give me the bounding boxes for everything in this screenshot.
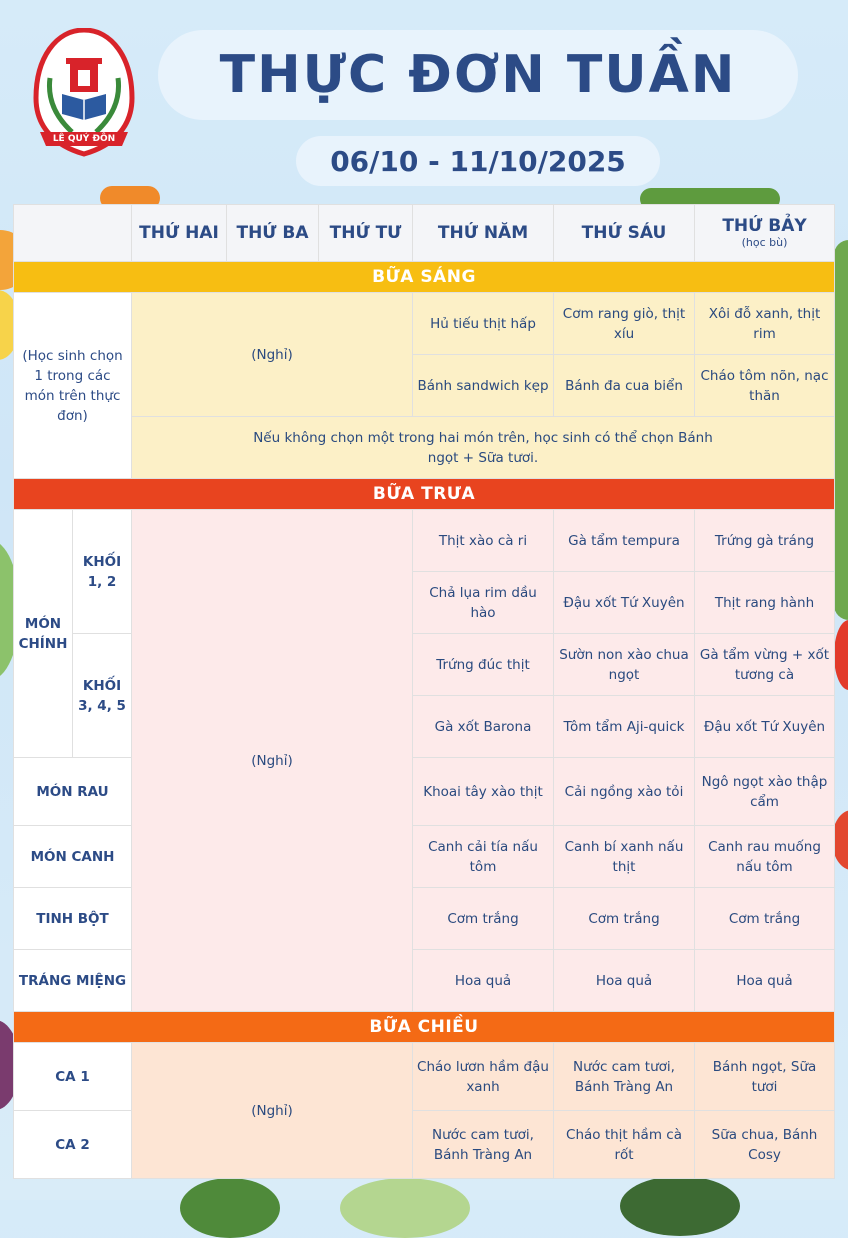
lunch-g12a-thu: Thịt xào cà ri (413, 510, 554, 572)
saturday-note: (học bù) (741, 236, 788, 249)
table-row (14, 1043, 835, 1111)
breakfast-label: (Học sinh chọn 1 trong các món trên thực đơn) (14, 293, 132, 479)
afternoon-shift1-thu: Cháo lươn hầm đậu xanh (413, 1043, 554, 1111)
afternoon-band (14, 1012, 835, 1043)
day-tuesday: THỨ BA (227, 205, 319, 262)
table-row (14, 510, 835, 572)
breakfast-option2-sat: Cháo tôm nõn, nạc thăn (695, 355, 835, 417)
breakfast-option1-fri: Cơm rang giò, thịt xíu (554, 293, 695, 355)
cabbage-bottom-decoration (340, 1178, 470, 1238)
pepper-decoration (834, 620, 848, 690)
lunch-g12b-thu: Chả lụa rim dầu hào (413, 572, 554, 634)
lunch-g345b-sat: Đậu xốt Tứ Xuyên (695, 696, 835, 758)
afternoon-shift1-sat: Bánh ngọt, Sữa tươi (695, 1043, 835, 1111)
lunch-title: BỮA TRƯA (14, 479, 835, 510)
lunch-dessert-thu: Hoa quả (413, 950, 554, 1012)
lunch-soup-thu: Canh cải tía nấu tôm (413, 826, 554, 888)
dessert-label: TRÁNG MIỆNG (14, 950, 132, 1012)
breakfast-option2-fri: Bánh đa cua biển (554, 355, 695, 417)
afternoon-shift2-thu: Nước cam tươi, Bánh Tràng An (413, 1111, 554, 1179)
title-banner (158, 30, 798, 120)
breakfast-band (14, 262, 835, 293)
soup-label: MÓN CANH (14, 826, 132, 888)
day-saturday (695, 205, 835, 262)
vegetable-label: MÓN RAU (14, 758, 132, 826)
school-name: LÊ QUÝ ĐÔN (52, 134, 116, 144)
lunch-dessert-fri: Hoa quả (554, 950, 695, 1012)
lunch-g345b-thu: Gà xốt Barona (413, 696, 554, 758)
eggplant-decoration (620, 1176, 740, 1236)
grade-3-4-5-label: KHỐI 3, 4, 5 (73, 634, 132, 758)
day-friday: THỨ SÁU (554, 205, 695, 262)
lunch-dessert-sat: Hoa quả (695, 950, 835, 1012)
lunch-g345b-fri: Tôm tẩm Aji-quick (554, 696, 695, 758)
main-dish-label: MÓN CHÍNH (14, 510, 73, 758)
lunch-veg-sat: Ngô ngọt xào thập cẩm (695, 758, 835, 826)
day-saturday-label: THỨ BẢY (722, 216, 807, 236)
lunch-soup-sat: Canh rau muống nấu tôm (695, 826, 835, 888)
breakfast-option1-sat: Xôi đỗ xanh, thịt rim (695, 293, 835, 355)
afternoon-shift1-fri: Nước cam tươi, Bánh Tràng An (554, 1043, 695, 1111)
lunch-g345a-fri: Sườn non xào chua ngọt (554, 634, 695, 696)
grade-1-2-label: KHỐI 1, 2 (73, 510, 132, 634)
page-title: THỰC ĐƠN TUẦN (219, 45, 737, 105)
weekly-menu-table (13, 204, 835, 1179)
lunch-starch-fri: Cơm trắng (554, 888, 695, 950)
afternoon-shift2-fri: Cháo thịt hầm cà rốt (554, 1111, 695, 1179)
lunch-g12a-fri: Gà tẩm tempura (554, 510, 695, 572)
shift-2-label: CA 2 (14, 1111, 132, 1179)
lunch-soup-fri: Canh bí xanh nấu thịt (554, 826, 695, 888)
lunch-veg-thu: Khoai tây xào thịt (413, 758, 554, 826)
afternoon-title: BỮA CHIỀU (14, 1012, 835, 1043)
starch-label: TINH BỘT (14, 888, 132, 950)
date-range: 06/10 - 11/10/2025 (330, 144, 626, 178)
day-thursday: THỨ NĂM (413, 205, 554, 262)
afternoon-off: (Nghỉ) (132, 1043, 413, 1179)
lunch-g12b-fri: Đậu xốt Tứ Xuyên (554, 572, 695, 634)
afternoon-shift2-sat: Sữa chua, Bánh Cosy (695, 1111, 835, 1179)
day-monday: THỨ HAI (132, 205, 227, 262)
date-banner (296, 136, 660, 186)
day-wednesday: THỨ TƯ (319, 205, 413, 262)
lunch-g345a-sat: Gà tẩm vừng + xốt tương cà (695, 634, 835, 696)
breakfast-option1-thu: Hủ tiếu thịt hấp (413, 293, 554, 355)
breakfast-off: (Nghỉ) (132, 293, 413, 417)
lunch-off: (Nghỉ) (132, 510, 413, 1012)
table-row (14, 293, 835, 355)
breakfast-title: BỮA SÁNG (14, 262, 835, 293)
breakfast-option2-thu: Bánh sandwich kẹp (413, 355, 554, 417)
corner-cell (14, 205, 132, 262)
lunch-band (14, 479, 835, 510)
breakfast-note: Nếu không chọn một trong hai món trên, học sinh có thể chọn Bánh ngọt + Sữa tươi. (132, 417, 835, 479)
leaf-decoration (834, 240, 848, 620)
lunch-g12b-sat: Thịt rang hành (695, 572, 835, 634)
table-row (14, 417, 835, 479)
day-header-row (14, 205, 835, 262)
lunch-g12a-sat: Trứng gà tráng (695, 510, 835, 572)
avocado-decoration (180, 1178, 280, 1238)
lunch-g345a-thu: Trứng đúc thịt (413, 634, 554, 696)
lunch-starch-sat: Cơm trắng (695, 888, 835, 950)
shift-1-label: CA 1 (14, 1043, 132, 1111)
lunch-starch-thu: Cơm trắng (413, 888, 554, 950)
lunch-veg-fri: Cải ngồng xào tỏi (554, 758, 695, 826)
